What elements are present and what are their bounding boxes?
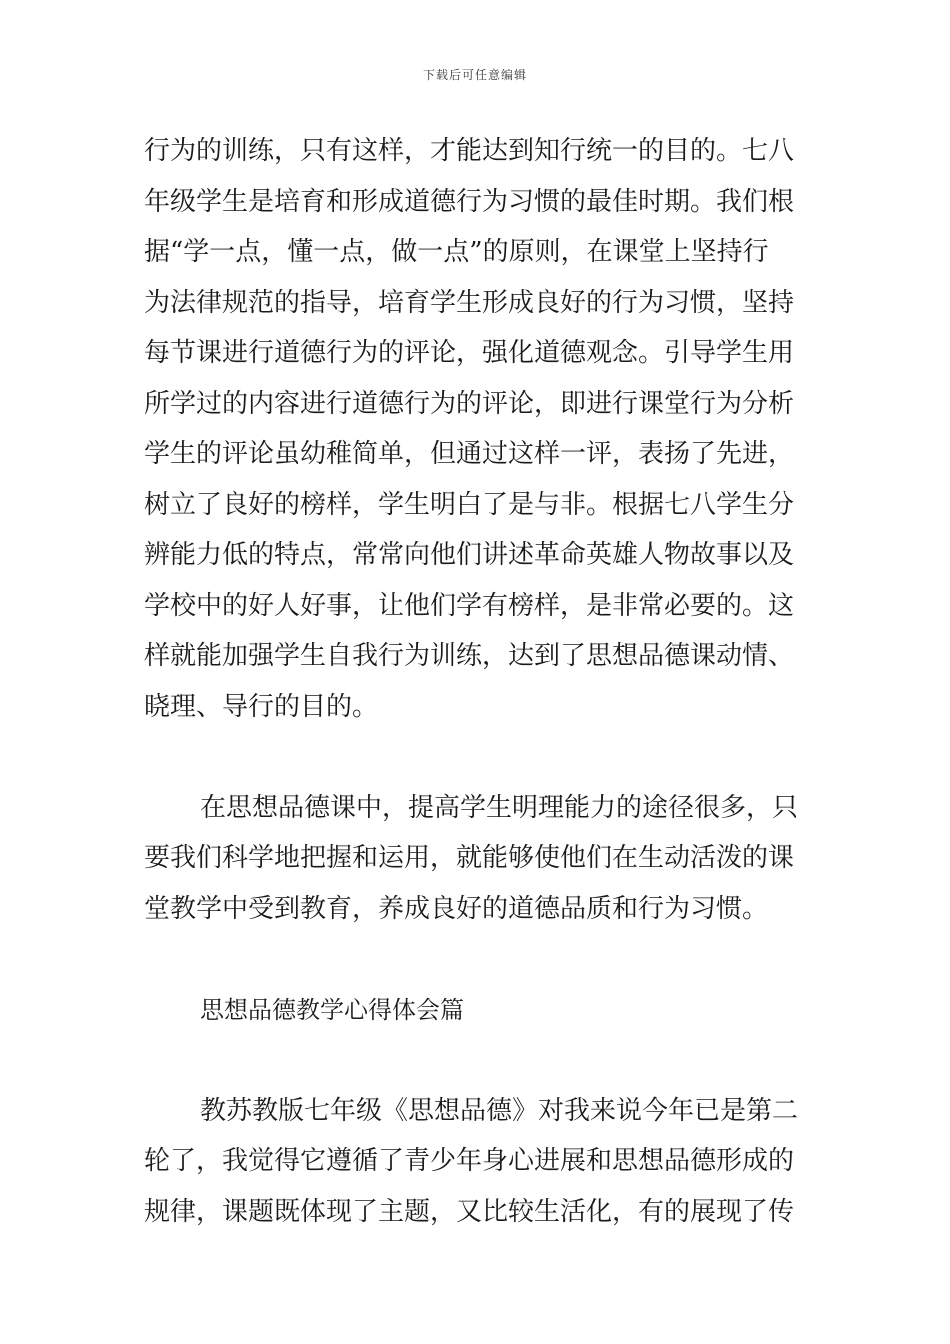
text-line: 为法律规范的指导，培育学生形成良好的行为习惯，坚持 [144,287,795,318]
text-line: 每节课进行道德行为的评论，强化道德观念。引导学生用 [144,338,795,368]
section-heading-block [144,985,808,1036]
paragraph-3 [144,1086,808,1238]
paragraph-spacer [144,732,808,783]
paragraph-spacer [144,1035,808,1086]
text-line: 据“学一点，懂一点，做一点”的原则，在课堂上坚持行 [144,237,769,267]
text-line: 行为的训练，只有这样，才能达到知行统一的目的。七八 [144,136,795,166]
text-line: 样就能加强学生自我行为训练，达到了思想品德课动情、 [144,641,795,671]
document-body [144,126,808,1237]
text-line: 年级学生是培育和形成道德行为习惯的最佳时期。我们根 [144,186,795,217]
text-line: 教苏教版七年级《思想品德》对我来说今年已是第二 [200,1095,799,1126]
paragraph-2 [144,783,808,935]
text-line: 晓理、导行的目的。 [144,691,379,722]
text-line: 轮了，我觉得它遵循了青少年身心进展和思想品德形成的 [144,1146,795,1176]
section-heading: 思想品德教学心得体会篇 [200,995,464,1024]
text-line: 规律，课题既体现了主题，又比较生活化，有的展现了传 [144,1196,795,1227]
page-header: 下载后可任意编辑 [422,68,527,82]
text-line: 学校中的好人好事，让他们学有榜样，是非常必要的。这 [144,590,795,621]
text-line: 所学过的内容进行道德行为的评论，即进行课堂行为分析 [144,388,795,419]
paragraph-spacer [144,934,808,985]
text-line: 辨能力低的特点，常常向他们讲述革命英雄人物故事以及 [144,540,795,570]
text-line: 要我们科学地把握和运用，就能够使他们在生动活泼的课 [144,843,795,873]
text-line: 学生的评论虽幼稚简单，但通过这样一评，表扬了先进， [144,439,795,469]
paragraph-1 [144,126,808,732]
text-line: 在思想品德课中，提高学生明理能力的途径很多，只 [200,792,799,823]
text-line: 树立了良好的榜样，学生明白了是与非。根据七八学生分 [144,489,795,520]
text-line: 堂教学中受到教育，养成良好的道德品质和行为习惯。 [144,893,769,924]
